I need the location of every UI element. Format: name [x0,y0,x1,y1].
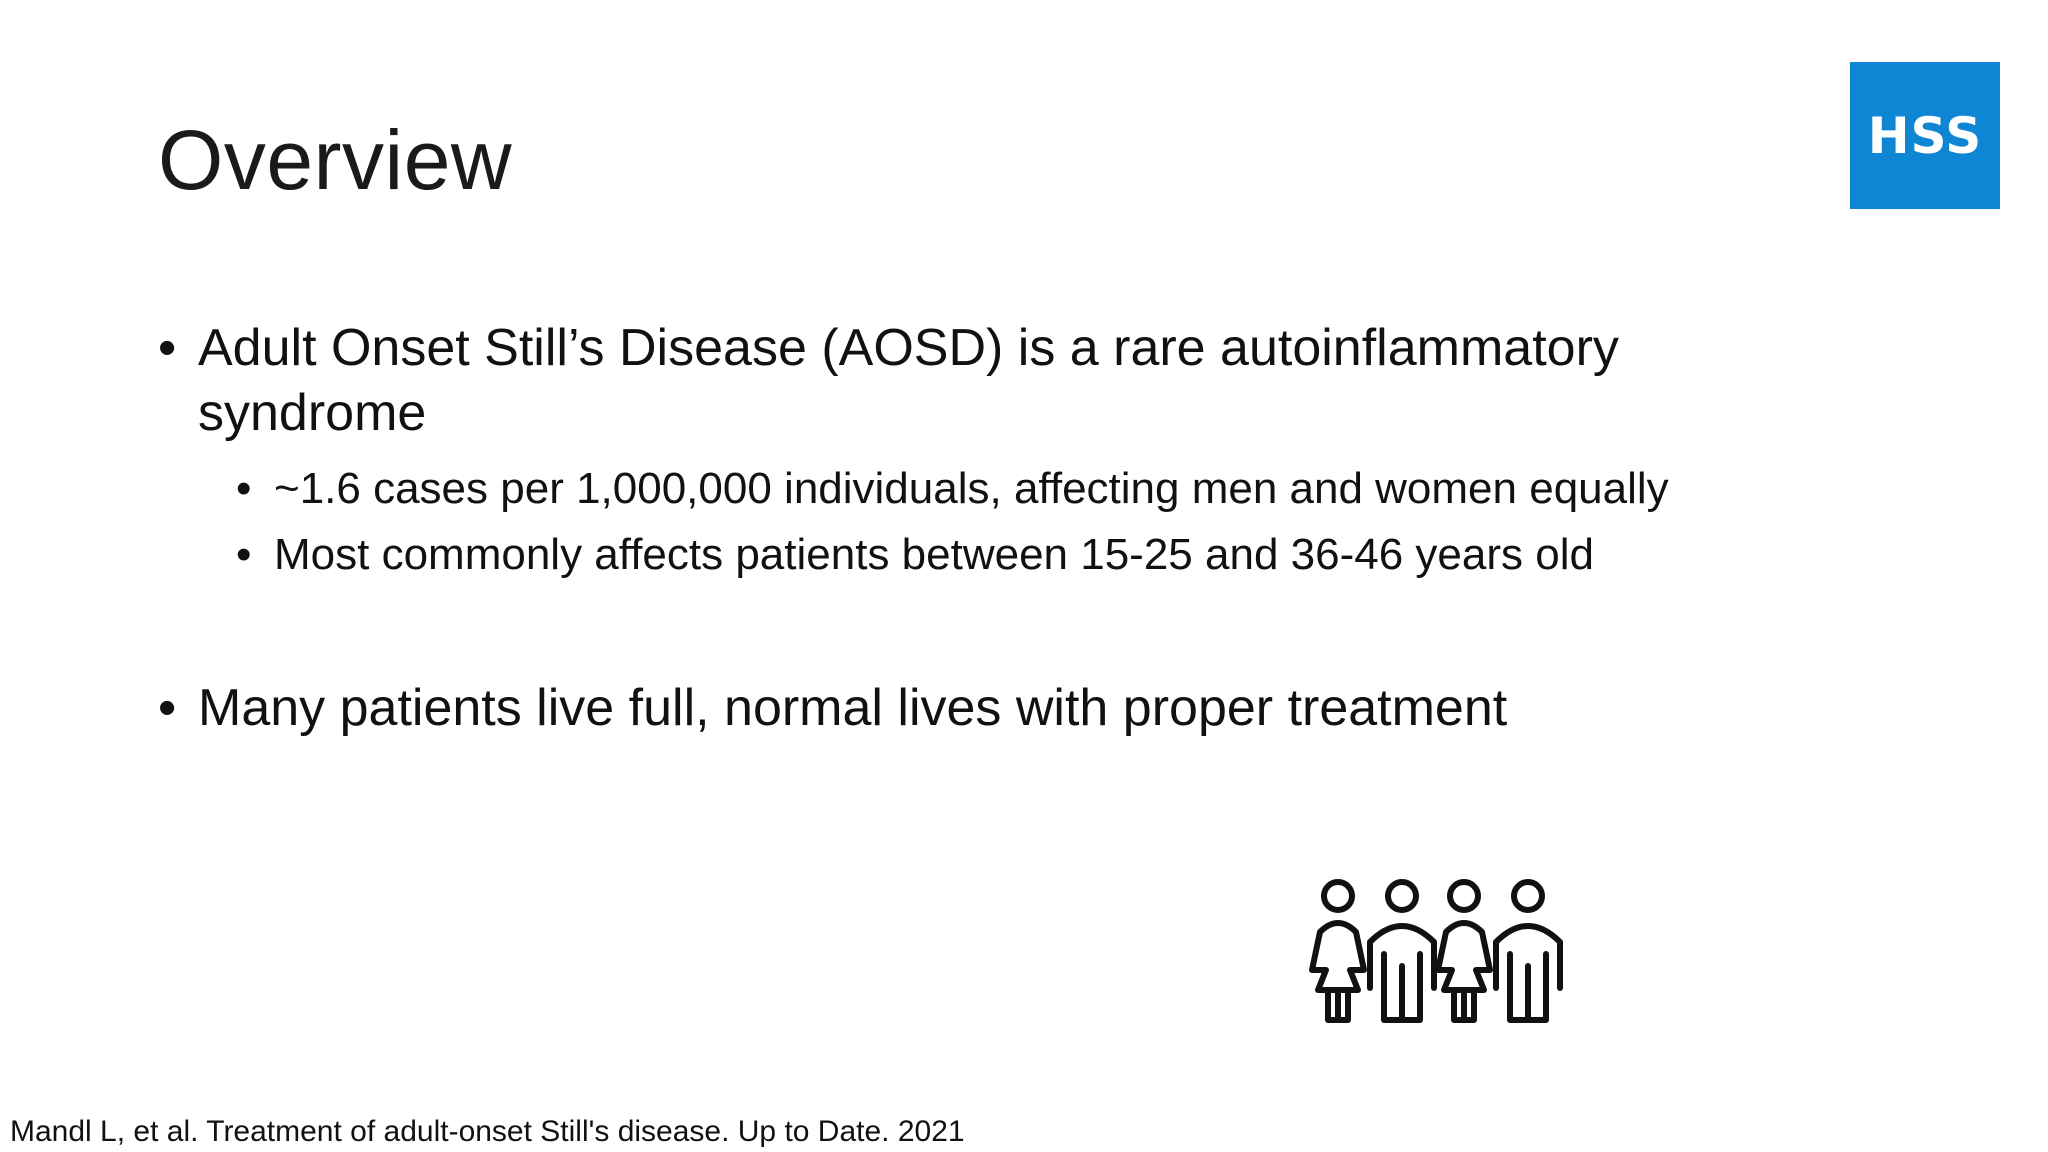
hss-logo [1850,62,2000,209]
woman-figure-icon [1312,882,1364,1020]
woman-figure-icon [1438,882,1490,1020]
bullet-list [158,316,1858,741]
man-figure-icon [1496,882,1560,1020]
citation: Mandl L, et al. Treatment of adult-onset Still's disease. Up to Date. 2021 [10,1115,965,1148]
bullet-item [158,316,1858,588]
sub-bullet-list [198,456,1858,588]
hss-logo-text: HSS [1867,106,1983,165]
bullet-text: Adult Onset Still’s Disease (AOSD) is a rare autoinflammatory syndrome [198,319,1619,442]
sub-bullet-item: • Most commonly affects patients between 15-25 and 36-46 years old [236,522,1858,588]
bullet-item [158,676,1858,741]
group-of-people-icon [1298,870,1568,1030]
bullet-text: Many patients live full, normal lives with proper treatment [198,679,1508,737]
slide-title: Overview [158,113,513,207]
man-figure-icon [1370,882,1434,1020]
sub-bullet-item: • ~1.6 cases per 1,000,000 individuals, affecting men and women equally [236,456,1858,522]
